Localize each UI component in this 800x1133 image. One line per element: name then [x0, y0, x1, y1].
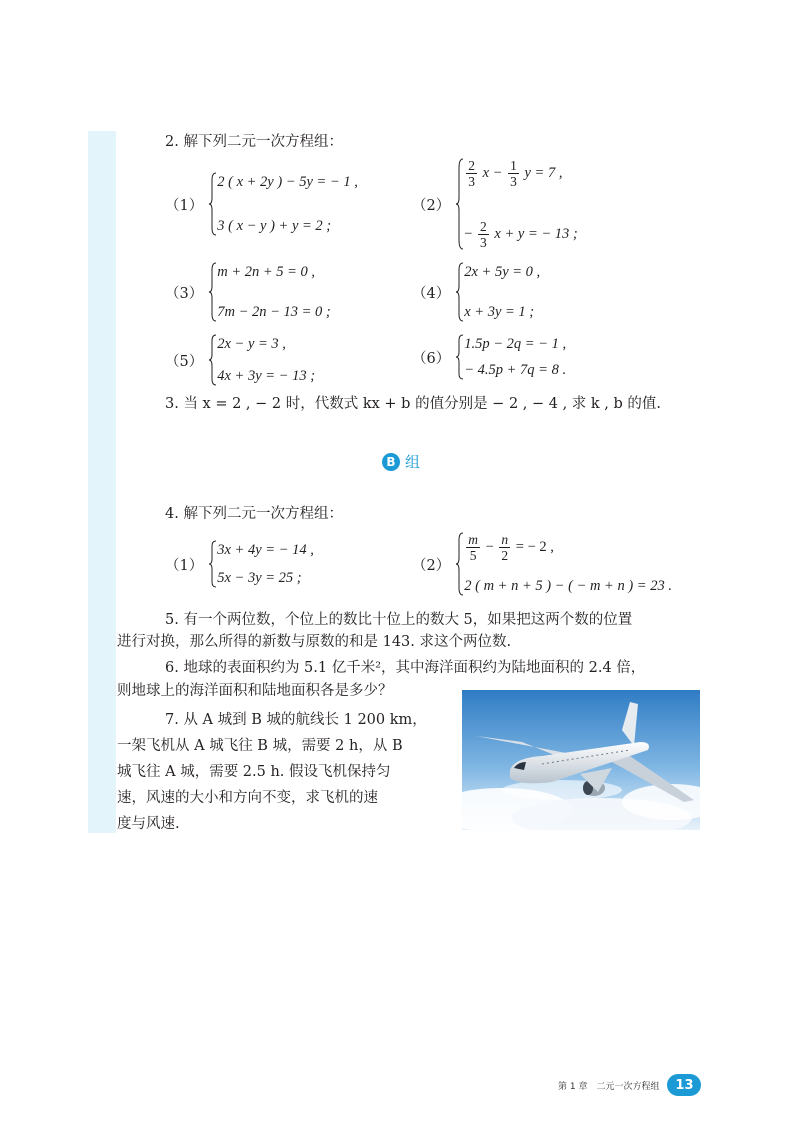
- problem-6-line: 则地球上的海洋面积和陆地面积各是多少？: [117, 683, 393, 699]
- problem-5-line: 进行对换，那么所得的新数与原数的和是 143. 求这个两位数.: [117, 634, 512, 650]
- numerator: n: [501, 532, 509, 547]
- problem-4-title: 4. 解下列二元一次方程组：: [165, 506, 343, 522]
- fraction: [466, 158, 477, 189]
- term: x + y = − 13 ;: [494, 225, 578, 242]
- system-label: （2）: [412, 197, 451, 214]
- airplane-photo: [462, 690, 700, 830]
- denominator: 3: [510, 174, 517, 189]
- group-b-heading: [382, 451, 420, 472]
- equation-line: x + 3y = 1 ;: [464, 304, 535, 320]
- margin-sidebar: [88, 131, 116, 833]
- problem-7-line: 速，风速的大小和方向不变，求飞机的速: [117, 790, 378, 806]
- problem-6-line: 6. 地球的表面积约为 5.1 亿千米²，其中海洋面积约为陆地面积的 2.4 倍，: [165, 660, 646, 676]
- system-label: （1）: [165, 557, 204, 574]
- fraction: [478, 219, 489, 250]
- equation-line: 2 ( x + 2y ) − 5y = − 1 ,: [217, 174, 358, 190]
- denominator: 3: [480, 235, 487, 250]
- left-brace-icon: [209, 334, 217, 386]
- term: x −: [482, 164, 503, 181]
- equation-line: − 4.5p + 7q = 8 .: [464, 362, 567, 378]
- system-label: （3）: [165, 285, 204, 302]
- system-2-3: [165, 262, 331, 322]
- numerator: 2: [468, 158, 475, 173]
- left-brace-icon: [456, 262, 464, 322]
- denominator: 2: [501, 548, 509, 563]
- numerator: m: [468, 532, 478, 547]
- system-4-2: [412, 532, 672, 596]
- group-b-badge: B: [382, 453, 400, 471]
- system-label: （4）: [412, 285, 451, 302]
- term: −: [485, 538, 494, 555]
- term: −: [464, 225, 473, 242]
- denominator: 3: [468, 174, 475, 189]
- equation-line: 5x − 3y = 25 ;: [217, 570, 302, 586]
- problem-7-line: 一架飞机从 A 城飞往 B 城，需要 2 h，从 B: [117, 738, 403, 754]
- system-2-4: [412, 262, 540, 322]
- chapter-label: 第 1 章 二元一次方程组: [558, 1081, 660, 1092]
- system-label: （1）: [165, 197, 204, 214]
- equation-line: 3x + 4y = − 14 ,: [217, 542, 314, 558]
- equation-line: [464, 219, 578, 250]
- system-label: （2）: [412, 557, 451, 574]
- term: y = 7 ,: [524, 164, 563, 181]
- equation-line: 1.5p − 2q = − 1 ,: [464, 336, 567, 352]
- system-2-5: [165, 334, 315, 386]
- group-b-label: 组: [405, 453, 421, 471]
- equation-line: 3 ( x − y ) + y = 2 ;: [217, 218, 332, 234]
- problem-7-line: 度与风速.: [117, 816, 180, 832]
- equation-line: 7m − 2n − 13 = 0 ;: [217, 304, 331, 320]
- term: = − 2 ,: [515, 538, 554, 555]
- equation-line: 2 ( m + n + 5 ) − ( − m + n ) = 23 .: [464, 578, 672, 594]
- left-brace-icon: [456, 334, 464, 380]
- problem-7-line: 7. 从 A 城到 B 城的航线长 1 200 km，: [165, 712, 427, 728]
- system-4-1: [165, 540, 314, 588]
- system-label: （5）: [165, 353, 204, 370]
- fraction: [499, 532, 510, 563]
- system-2-1: [165, 172, 358, 236]
- equation-line: 2x + 5y = 0 ,: [464, 264, 541, 280]
- equation-line: [464, 158, 578, 189]
- page-footer: [558, 1074, 701, 1096]
- problem-2-title: 2. 解下列二元一次方程组：: [165, 134, 343, 150]
- system-label: （6）: [412, 350, 451, 367]
- page-number: 13: [667, 1074, 701, 1096]
- numerator: 2: [480, 219, 487, 234]
- system-2-2: [412, 158, 578, 250]
- problem-7-line: 城飞往 A 城，需要 2.5 h. 假设飞机保持匀: [117, 764, 391, 780]
- system-2-6: [412, 334, 566, 380]
- equation-line: 4x + 3y = − 13 ;: [217, 368, 316, 384]
- left-brace-icon: [209, 540, 217, 588]
- numerator: 1: [510, 158, 517, 173]
- problem-3: 3. 当 x = 2 , − 2 时，代数式 kx + b 的值分别是 − 2 , − 4 , 求 k , b 的值.: [165, 396, 662, 412]
- left-brace-icon: [456, 158, 464, 250]
- denominator: 5: [469, 548, 477, 563]
- left-brace-icon: [209, 172, 217, 236]
- equation-line: [464, 532, 672, 563]
- left-brace-icon: [209, 262, 217, 322]
- equation-line: m + 2n + 5 = 0 ,: [217, 264, 316, 280]
- fraction: [466, 532, 480, 563]
- left-brace-icon: [456, 532, 464, 596]
- equation-line: 2x − y = 3 ,: [217, 336, 286, 352]
- problem-5-line: 5. 有一个两位数，个位上的数比十位上的数大 5，如果把这两个数的位置: [165, 612, 633, 628]
- fraction: [508, 158, 519, 189]
